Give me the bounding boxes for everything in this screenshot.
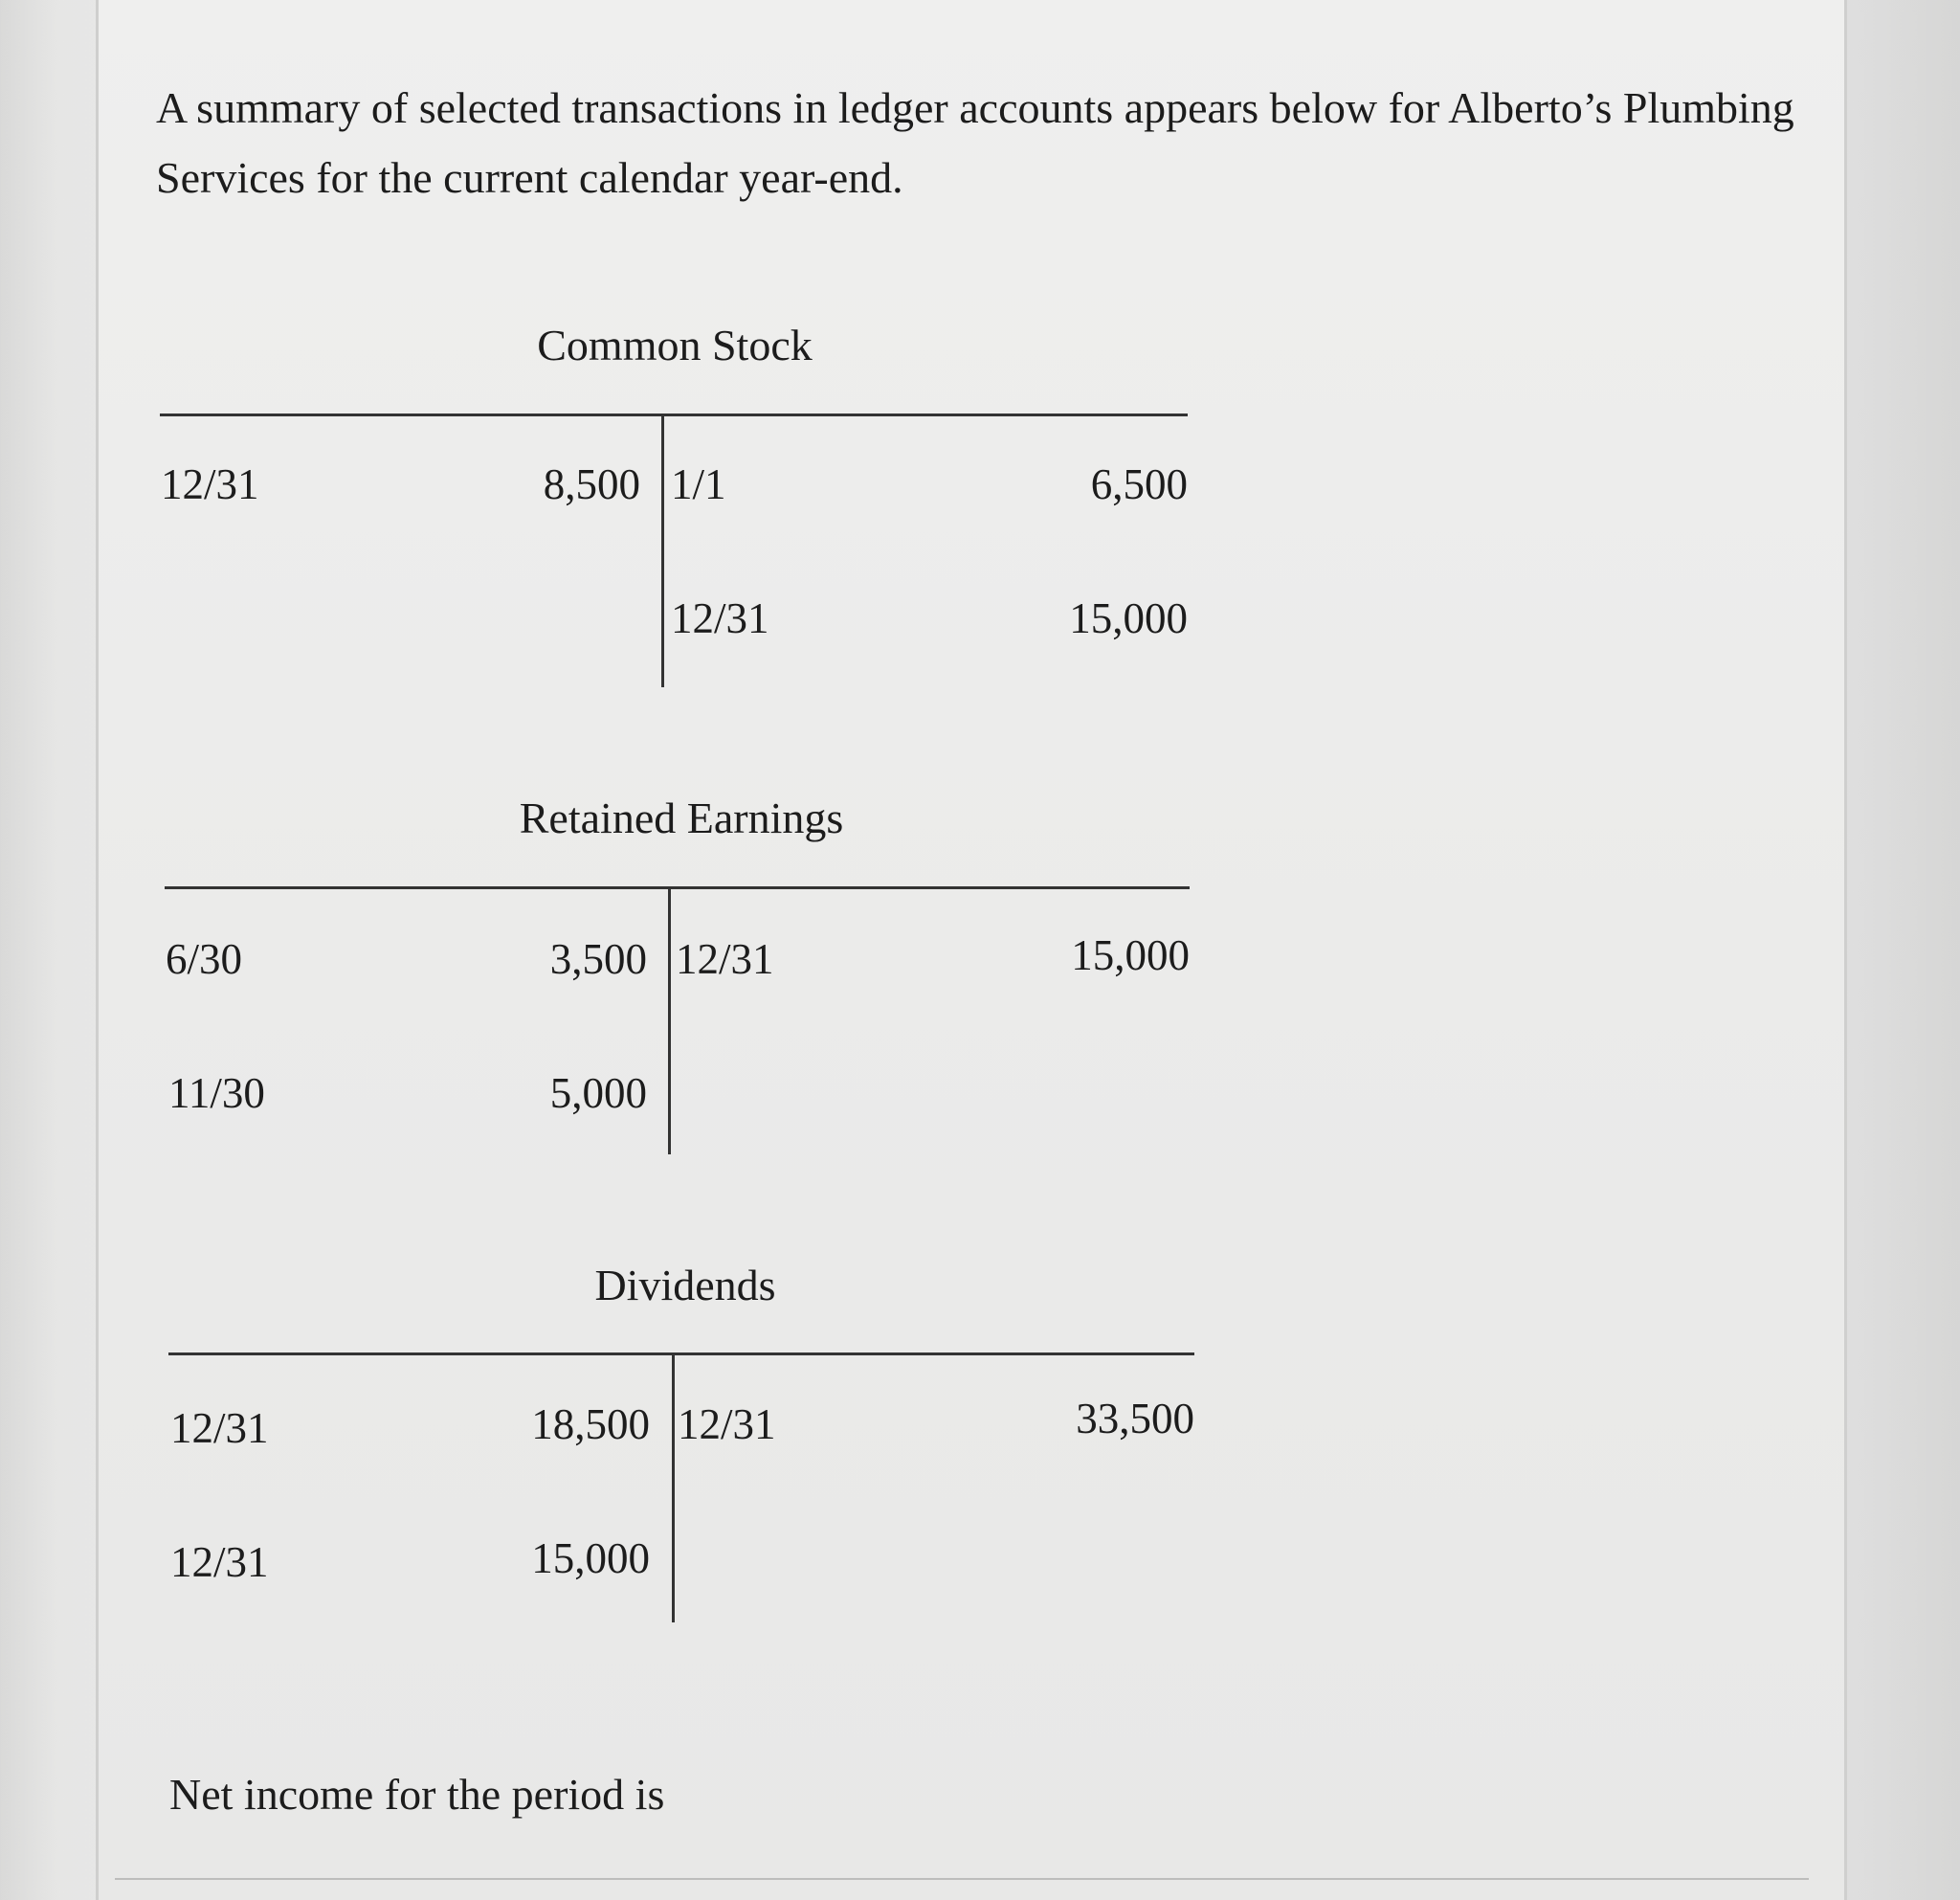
credit-date: 12/31 — [678, 1400, 776, 1448]
debit-date: 12/31 — [170, 1404, 269, 1452]
account-title: Common Stock — [537, 321, 813, 369]
document-page — [96, 0, 1847, 1900]
t-account-divider-line — [672, 1352, 675, 1622]
t-account-divider-line — [661, 414, 664, 687]
credit-amount: 6,500 — [1090, 460, 1188, 508]
problem-statement: A summary of selected transactions in ledger accounts appears below for Alberto’s Plumbing Services for the current calendar year-end. — [156, 83, 1794, 202]
t-account-top-line — [165, 886, 1190, 889]
credit-amount: 15,000 — [1069, 594, 1188, 642]
question-prompt: Net income for the period is — [169, 1770, 665, 1819]
debit-date: 12/31 — [170, 1538, 269, 1586]
credit-date: 1/1 — [671, 460, 726, 508]
debit-amount: 18,500 — [531, 1400, 650, 1448]
debit-amount: 5,000 — [549, 1069, 647, 1117]
credit-date: 12/31 — [671, 594, 769, 642]
debit-amount: 3,500 — [549, 935, 647, 983]
credit-amount: 33,500 — [1076, 1395, 1194, 1442]
debit-date: 12/31 — [161, 460, 259, 508]
answer-divider — [115, 1878, 1809, 1880]
debit-date: 6/30 — [166, 935, 243, 983]
debit-amount: 15,000 — [531, 1534, 650, 1582]
t-account-top-line — [168, 1352, 1194, 1355]
credit-amount: 15,000 — [1071, 931, 1190, 979]
account-title: Dividends — [594, 1261, 776, 1309]
credit-date: 12/31 — [676, 935, 774, 983]
account-title: Retained Earnings — [519, 794, 844, 842]
debit-date: 11/30 — [168, 1069, 265, 1117]
t-account-divider-line — [668, 886, 671, 1154]
debit-amount: 8,500 — [543, 460, 640, 508]
t-account-top-line — [160, 414, 1188, 416]
